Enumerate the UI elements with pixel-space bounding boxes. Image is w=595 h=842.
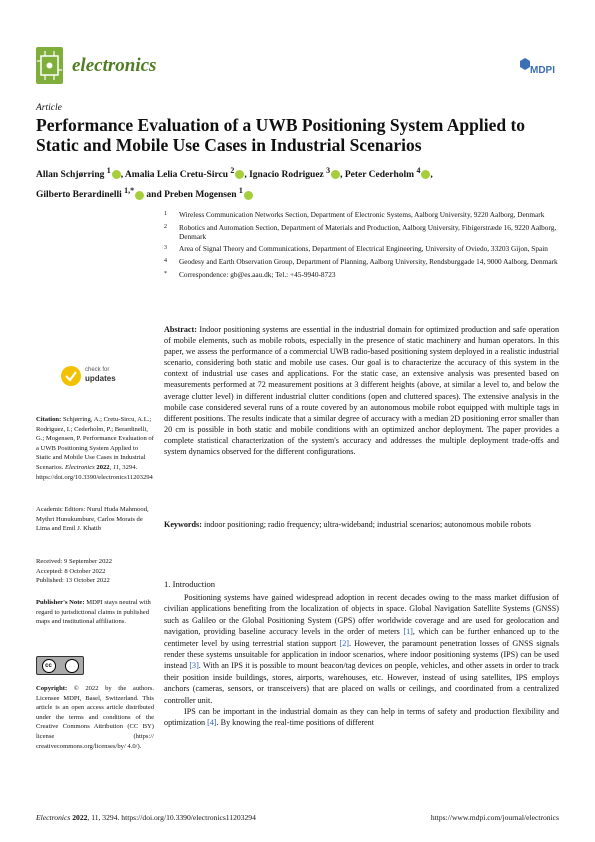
- copyright-text: © 2022 by the authors. Licensee MDPI, Basel, Switzerland. This article is an open access article distributed under the terms and conditions of the Creative Commons Attribution (CC BY) license (https:// creativecommons.org/licenses/by/ 4.0/).: [36, 685, 154, 750]
- citation-link[interactable]: [2]: [339, 638, 349, 648]
- footer-doi[interactable]: , 11, 3294. https://doi.org/10.3390/electronics11203294: [87, 813, 256, 822]
- received-date: Received: 9 September 2022: [36, 558, 112, 565]
- published-date: Published: 13 October 2022: [36, 577, 110, 585]
- author-affil: 1: [106, 166, 111, 175]
- author-affil: 2: [230, 166, 235, 175]
- author-line-2: [36, 183, 556, 203]
- affiliation-number: 4: [164, 257, 167, 264]
- author-line-1: Allan Schjørring $^1$ , Amalia Lelia Cretu-Sircu $^2$ , Ignacio Rodriguez $^3$ , Peter Cederholm $^4$ ,: [36, 166, 433, 181]
- affiliation-item: [164, 244, 559, 253]
- footer-url[interactable]: https://www.mdpi.com/journal/electronics: [430, 813, 559, 822]
- check-updates-line-1: check for: [85, 367, 110, 373]
- affiliation-item: [164, 257, 559, 266]
- citation-link[interactable]: [3]: [189, 661, 199, 671]
- copyright-label: Copyright:: [36, 685, 68, 692]
- paragraph-text: . With an IPS it is possible to mount beacon/tag devices on people, vehicles, and other assets in order to track their position inside buildings, stores, airports, warehouses, etc. However, instead of using satellites, IPS employs anchors (cameras, sensors, or transceivers) that are placed on walls or ceilings, and coordinated from a centralized controller unit.: [164, 661, 559, 705]
- paragraph-text: IPS can be important in the industrial domain as they can help in terms of safety and production flexibility and optimization: [164, 707, 559, 728]
- publisher-note-text: MDPI stays neutral with regard to jurisdictional claims in published maps and institutional affiliations.: [36, 599, 151, 626]
- copyright-block: [36, 684, 154, 751]
- academic-editors: [36, 505, 154, 534]
- paragraph-text: , which can be further enhanced up to the centimeter level by using terrestrial station support: [164, 627, 559, 648]
- footer-citation: [36, 813, 256, 822]
- correspondence: [164, 270, 559, 279]
- author-conjunction: and: [146, 190, 162, 201]
- affiliations: [164, 210, 559, 282]
- journal-name: electronics: [72, 55, 157, 76]
- affiliation-text: Area of Signal Theory and Communications, Department of Electrical Engineering, University of Oviedo, 33203 Gijon, Spain: [179, 244, 548, 254]
- publisher-note-label: Publisher's Note:: [36, 599, 85, 606]
- abstract-label: Abstract:: [164, 325, 197, 334]
- orcid-icon[interactable]: [331, 170, 340, 179]
- orcid-icon[interactable]: [135, 191, 144, 200]
- paragraph-text: Positioning systems have gained widespread adoption in recent decades owing to the mass market diffusion of civilian applications benefiting from the localization of objects in space. Global Navigation Satellite Systems (GNSS) such as Galileo or the Global Positioning System (GPS) offer worldwide coverage and are used for geolocation and navigation, providing baseline accuracy levels in the order of meters: [164, 593, 559, 637]
- publication-dates: [36, 557, 154, 586]
- citation-doi[interactable]: , 3294. https://doi.org/10.3390/electronics11203294: [36, 463, 153, 481]
- keywords: [164, 519, 559, 530]
- abstract: [164, 324, 559, 457]
- affiliation-number: 3: [164, 245, 167, 252]
- author-name: Preben Mogensen: [164, 190, 237, 201]
- citation-label: Citation:: [36, 416, 62, 423]
- author-name: Peter Cederholm: [344, 170, 415, 181]
- citation-block: Citation: Schjørring, A.; Cretu-Sircu, A.L.; Rodriguez, I.; Cederholm, P.; Berardinelli, G.; Mogensen, P. Performance Evaluation of a UWB Positioning System Applied to Static and Mobile Use Cases in Industrial Scenarios. Electronics 2022, 11, 3294. https://doi.org/10.3390/electronics11203294: [36, 416, 154, 481]
- mdpi-text: MDPI: [530, 65, 555, 76]
- keywords-text: indoor positioning; radio frequency; ultra-wideband; industrial scenarios; autonomous mobile robots: [203, 520, 531, 529]
- cc-by-badge[interactable]: [36, 656, 84, 675]
- paper-title: Performance Evaluation of a UWB Positioning System Applied to Static and Mobile Use Cases in Industrial Scenarios: [36, 115, 526, 155]
- citation-year: 2022: [96, 463, 110, 471]
- affiliation-text: Wireless Communication Networks Section, Department of Electronic Systems, Aalborg University, 9220 Aalborg, Denmark: [179, 210, 545, 219]
- publisher-note: [36, 598, 154, 627]
- orcid-icon[interactable]: [235, 170, 244, 179]
- author-affil: 1,*: [124, 186, 135, 196]
- author-name: Gilberto Berardinelli: [36, 190, 122, 201]
- editors-text: Nurul Huda Mahmood, Mythri Hunukumbure, Carlos Morais de Lima and Emil J. Khatib: [36, 506, 149, 533]
- author-name: Amalia Lelia Cretu-Sircu: [124, 170, 229, 181]
- paragraph: [164, 706, 559, 729]
- citation-text: Schjørring, A.; Cretu-Sircu, A.L.; Rodriguez, I.; Cederholm, P.; Berardinelli, G.; Mogensen, P. Performance Evaluation of a UWB Positioning System Applied to Static and Mobile Use Cases in Industrial Scenarios.: [36, 416, 154, 471]
- check-for-updates-button[interactable]: [60, 362, 150, 392]
- mdpi-logo: [516, 58, 559, 78]
- orcid-icon[interactable]: [244, 191, 253, 200]
- affiliation-text: Geodesy and Earth Observation Group, Department of Planning, Aalborg University, Rendsburggade 14, 9000 Aalborg, Denmark: [179, 256, 558, 266]
- paragraph: [164, 592, 559, 706]
- keywords-label: Keywords:: [164, 520, 202, 529]
- check-updates-line-2: updates: [85, 374, 116, 383]
- editors-label: Academic Editors:: [36, 506, 86, 513]
- journal-logo: [36, 47, 63, 84]
- author-list: [36, 163, 556, 203]
- accepted-date: Accepted: 8 October 2022: [36, 567, 106, 575]
- author-affil: 3: [326, 166, 331, 175]
- paragraph-text: . However, the paramount penetration losses of GNSS signals render these systems unsuitable for application in indoor scenarios, where indoor positioning systems (IPS) can be used instead: [164, 638, 559, 671]
- footer-journal: Electronics: [36, 813, 71, 822]
- citation-journal: Electronics: [64, 463, 95, 471]
- check-updates-icon: [60, 365, 82, 387]
- author-name: Ignacio Rodriguez: [249, 170, 324, 181]
- author-affil: 4: [416, 166, 421, 175]
- citation-volume: 11: [112, 463, 119, 471]
- citation-link[interactable]: [1]: [403, 627, 413, 637]
- correspondence-text[interactable]: Correspondence: gb@es.aau.dk; Tel.: +45-9940-8723: [179, 269, 336, 279]
- author-name: Allan Schjørring: [36, 170, 105, 181]
- affiliation-number: 2: [164, 223, 167, 230]
- cc-icon: cc: [42, 659, 56, 673]
- circuit-icon: [36, 47, 63, 84]
- affiliation-number: 1: [164, 211, 167, 217]
- introduction-body: [164, 592, 559, 729]
- affiliation-item: [164, 210, 559, 219]
- orcid-icon[interactable]: [421, 170, 430, 179]
- orcid-icon[interactable]: [112, 170, 121, 179]
- footer-year: 2022: [72, 813, 88, 822]
- article-type: Article: [36, 103, 62, 113]
- attribution-icon: [65, 659, 79, 673]
- affiliation-item: [164, 223, 559, 241]
- affiliation-text: Robotics and Automation Section, Department of Materials and Production, Aalborg University, Fibigerstræde 16, 9220 Aalborg, Denmark: [179, 222, 557, 241]
- abstract-text: Indoor positioning systems are essential in the industrial domain for optimized production and safe operation of mobile elements, such as mobile robots, especially in the presence of static machinery and human operators. In this paper, we assess the performance of a commercial UWB radio-based positioning system deployed in a realistic industrial scenario, considering both static and mobile use cases. Our goal is to characterize the accuracy of this system in the context of industrial use cases and applications. For the static case, an extensive analysis was presented based on measurements performed at 72 measurement positions at 3 different heights (above, at similar a level to, and below the average clutter level) in different industrial clutter conditions (open and cluttered spaces). The extensive analysis in the mobile case considered several runs of a route covered by an autonomous mobile robot equipped with multiple tags in different positions. The results indicate that a similar degree of accuracy with a median 2D positioning error smaller than 20 cm is possible in both static and mobile conditions with an optimized anchor deployment. The paper provides a complete statistical characterization of the system's accuracy and addresses the multiple deployment trade-offs and system dynamics observed for the different configurations.: [164, 325, 560, 457]
- affiliation-number: *: [164, 270, 167, 277]
- citation-link[interactable]: [4]: [207, 718, 217, 728]
- page-footer: [36, 813, 559, 822]
- section-heading: 1. Introduction: [164, 579, 216, 589]
- paragraph-text: . By knowing the real-time positions of different: [216, 718, 374, 728]
- author-affil: 1: [238, 186, 243, 196]
